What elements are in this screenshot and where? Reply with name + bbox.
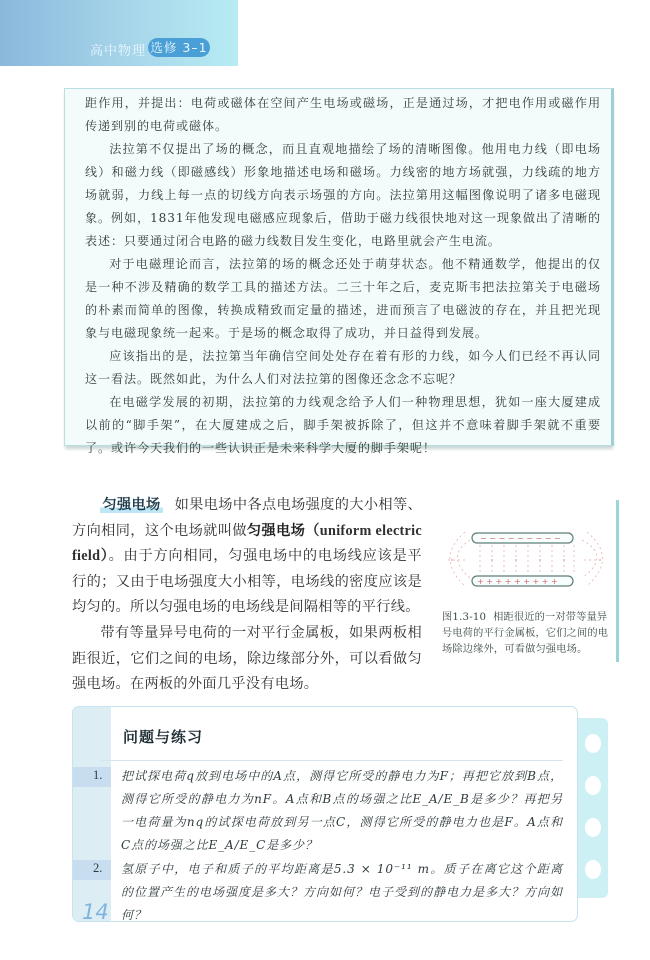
binder-hole — [585, 818, 601, 837]
question-number: 2. — [93, 861, 103, 875]
question-text: 把试探电荷q放到电场中的A点，测得它所受的静电力为F；再把它放到B点，测得它所受的静电力为nF。A点和B点的场强之比E_A/E_B是多少？再把另一电荷量为nq的试探电荷放到另一点C，测得它所受的静电力也是F。A点和C点的场强之比E_A/E_C是多少？ — [121, 769, 563, 852]
question-number-highlight — [73, 860, 111, 880]
binder-tab — [578, 718, 608, 898]
svg-text:+ + + + + + + + +: + + + + + + + + + — [477, 577, 558, 586]
reading-sidebar-box — [64, 88, 614, 455]
svg-text:− − − − − − − − −: − − − − − − − − − — [480, 534, 561, 543]
parallel-plates-paragraph: 带有等量异号电荷的一对平行金属板，如果两板相距很近，它们之间的电场，除边缘部分外，可以看做匀强电场。在两板的外面几乎没有电场。 — [72, 624, 422, 693]
english-term: （uniform electric field） — [72, 522, 422, 565]
question-number: 1. — [93, 768, 103, 782]
figure-caption — [442, 610, 614, 658]
defined-term: 匀强电场 — [246, 522, 306, 539]
figure-label: 图1.3-10 — [442, 612, 487, 623]
page-number: 14 — [82, 900, 109, 924]
binder-hole — [585, 860, 601, 879]
figure-caption-text: 相距很近的一对带等量异号电荷的平行金属板，它们之间的电场除边缘外，可看做匀强电场。 — [442, 612, 609, 655]
title-divider — [101, 760, 563, 761]
question-text: 氢原子中，电子和质子的平均距离是5.3 × 10⁻¹¹ m。质子在离它这个距离的位置产生的电场强度是多大？方向如何？电子受到的静电力是多大？方向如何？ — [121, 862, 563, 922]
question-number-highlight — [73, 767, 111, 787]
header-banner — [0, 0, 238, 66]
reading-content — [85, 92, 601, 460]
reading-paragraph: 应该指出的是，法拉第当年确信空间处处存在着有形的力线，如今人们已经不再认同这一看法。既然如此，为什么人们对法拉第的图像还念念不忘呢？ — [85, 349, 601, 386]
reading-paragraph: 距作用，并提出：电荷或磁体在空间产生电场或磁场，正是通过场，才把电作用或磁作用传递到别的电荷或磁体。 — [85, 96, 601, 133]
volume-badge: 选修 3–1 — [148, 38, 210, 57]
binder-hole — [585, 776, 601, 795]
exercises-box — [72, 706, 578, 922]
exercise-left-strip — [73, 707, 111, 921]
figure-1-3-10 — [440, 500, 619, 662]
reading-paragraph: 法拉第不仅提出了场的概念，而且直观地描绘了场的清晰图像。他用电力线（即电场线）和磁力线（即磁感线）形象地描述电场和磁场。力线密的地方场就强，力线疏的地方场就弱，力线上每一点的切线方向表示场强的方向。法拉第用这幅图像说明了诸多电磁现象。例如，1831年他发现电磁感应现象后，借助于磁力线很快地对这一现象做出了清晰的表述：只要通过闭合电路的磁力线数目发生变化，电路里就会产生电流。 — [85, 142, 601, 248]
exercises-title: 问题与练习 — [123, 728, 204, 746]
body-text: 如果电场中各点电场强度的大小相等、方向相同，这个电场就叫做 — [72, 497, 423, 539]
section-term-heading: 匀强电场 — [102, 497, 161, 513]
binder-hole — [585, 734, 601, 753]
reading-paragraph: 对于电磁理论而言，法拉第的场的概念还处于萌芽状态。他不精通数学，他提出的仅是一种不涉及精确的数学工具的描述方法。二三十年之后，麦克斯韦把法拉第关于电磁场的朴素而简单的图像，转换成精致而定量的描述，进而预言了电磁波的存在，并且把光现象与电磁现象统一起来。于是场的概念取得了成功，并日益得到发展。 — [85, 257, 601, 340]
book-title: 高中物理 — [90, 44, 147, 59]
body-text: 。由于方向相同，匀强电场中的电场线应该是平行的；又由于电场强度大小相等，电场线的密度应该是均匀的。所以匀强电场的电场线是间隔相等的平行线。 — [72, 548, 422, 616]
uniform-field-paragraph — [72, 493, 422, 621]
main-body-text — [72, 493, 422, 698]
reading-paragraph: 在电磁学发展的初期，法拉第的力线观念给予人们一种物理思想，犹如一座大厦建成以前的“脚手架”，在大厦建成之后，脚手架被拆除了，但这并不意味着脚手架就不重要了。或许今天我们的一些认识正是未来科学大厦的脚手架呢！ — [85, 395, 601, 455]
parallel-plate-field-diagram — [440, 518, 612, 608]
